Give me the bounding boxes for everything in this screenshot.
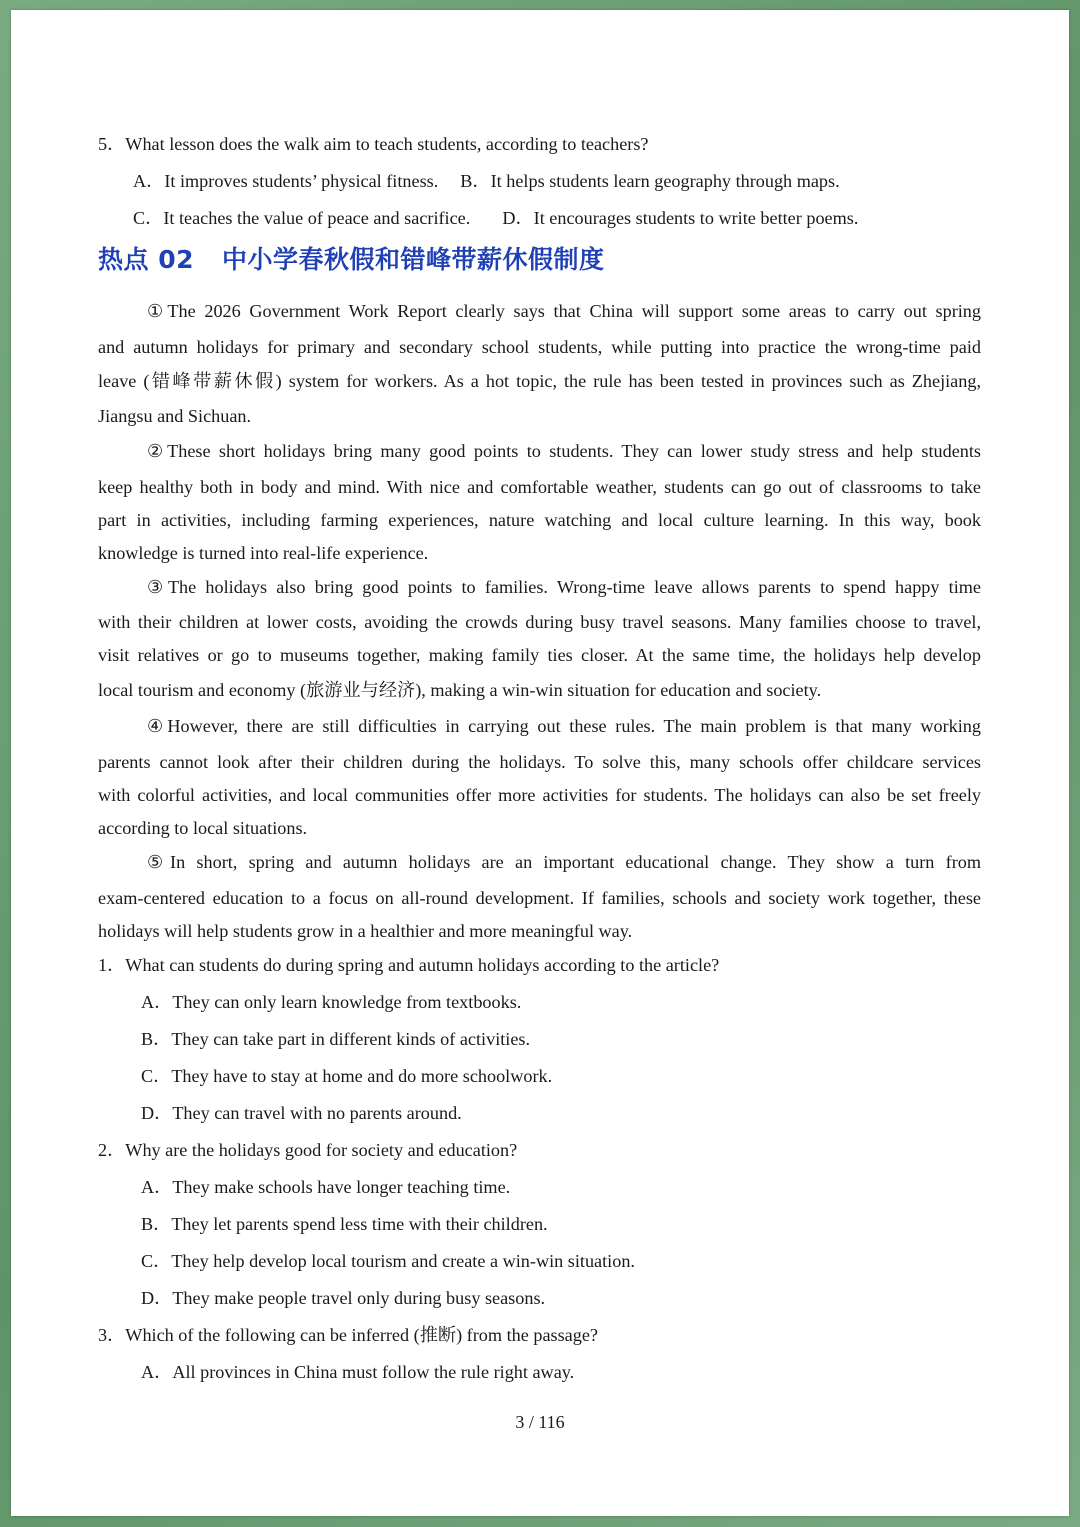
- article-p3-line2: with their children at lower costs, avoiding the crowds during busy travel seasons. Many families choose to travel,: [98, 612, 981, 632]
- section-label: 热点 02: [98, 245, 194, 274]
- article-p4-line3: with colorful activities, and local communities offer more activities for students. The holidays can also be set freely: [98, 785, 981, 805]
- article-p1-line3: leave (错峰带薪休假) system for workers. As a hot topic, the rule has been tested in provinces such as Zhejiang,: [98, 371, 981, 391]
- article-p2-line1: ②These short holidays bring many good points to students. They can lower study stress and help students: [147, 441, 981, 461]
- article-p1-line1: ①The 2026 Government Work Report clearly says that China will support some areas to carry out spring: [147, 301, 981, 321]
- article-p2-line2: keep healthy both in body and mind. With nice and comfortable weather, students can go out of classrooms to take: [98, 477, 981, 497]
- question-1-option-a: A．They can only learn knowledge from textbooks.: [141, 992, 522, 1012]
- question-3-option-a: A．All provinces in China must follow the rule right away.: [141, 1362, 575, 1382]
- question-2-option-a: A．They make schools have longer teaching time.: [141, 1177, 511, 1197]
- article-p4-line1: ④However, there are still difficulties in carrying out these rules. The main problem is that many working: [147, 716, 981, 736]
- article-p3-line3: visit relatives or go to museums together, making family ties closer. At the same time, the holidays help develop: [98, 645, 981, 665]
- article-p3-line1: ③The holidays also bring good points to families. Wrong-time leave allows parents to spend happy time: [147, 577, 981, 597]
- question-2-option-b: B．They let parents spend less time with their children.: [141, 1214, 548, 1234]
- section-heading: [98, 244, 605, 276]
- option-b: B．It helps students learn geography through maps.: [460, 171, 840, 191]
- article-p5-line3: holidays will help students grow in a healthier and more meaningful way.: [98, 921, 633, 941]
- question-1-option-b: B．They can take part in different kinds of activities.: [141, 1029, 531, 1049]
- question-1-option-c: C．They have to stay at home and do more schoolwork.: [141, 1066, 553, 1086]
- article-p3-line4: local tourism and economy (旅游业与经济), making a win-win situation for education and society.: [98, 680, 822, 700]
- question-5: 5．What lesson does the walk aim to teach students, according to teachers?: [98, 134, 649, 154]
- article-p1-line4: Jiangsu and Sichuan.: [98, 406, 252, 426]
- question-1: 1．What can students do during spring and autumn holidays according to the article?: [98, 955, 720, 975]
- article-p1-line2: and autumn holidays for primary and secondary school students, while putting into practice the wrong-time paid: [98, 337, 981, 357]
- article-p2-line3: part in activities, including farming experiences, nature watching and local culture learning. In this way, book: [98, 510, 981, 530]
- question-2-option-c: C．They help develop local tourism and create a win-win situation.: [141, 1251, 635, 1271]
- option-c: C．It teaches the value of peace and sacrifice.: [133, 208, 471, 228]
- question-5-options-ab: [133, 170, 840, 192]
- article-p5-line2: exam-centered education to a focus on all-round development. If families, schools and society work together, these: [98, 888, 981, 908]
- question-3: 3．Which of the following can be inferred (推断) from the passage?: [98, 1325, 598, 1345]
- section-title: 中小学春秋假和错峰带薪休假制度: [222, 245, 605, 274]
- article-p2-line4: knowledge is turned into real-life experience.: [98, 543, 429, 563]
- question-2: 2．Why are the holidays good for society and education?: [98, 1140, 518, 1160]
- article-p4-line4: according to local situations.: [98, 818, 308, 838]
- option-a: A．It improves students’ physical fitness.: [133, 171, 439, 191]
- page-number: 3 / 116: [515, 1412, 565, 1432]
- question-1-option-d: D．They can travel with no parents around.: [141, 1103, 462, 1123]
- article-p5-line1: ⑤In short, spring and autumn holidays are an important educational change. They show a turn from: [147, 852, 981, 872]
- question-2-option-d: D．They make people travel only during busy seasons.: [141, 1288, 546, 1308]
- option-d: D．It encourages students to write better poems.: [502, 208, 859, 228]
- article-p4-line2: parents cannot look after their children during the holidays. To solve this, many schools offer childcare services: [98, 752, 981, 772]
- question-5-options-cd: [133, 207, 858, 229]
